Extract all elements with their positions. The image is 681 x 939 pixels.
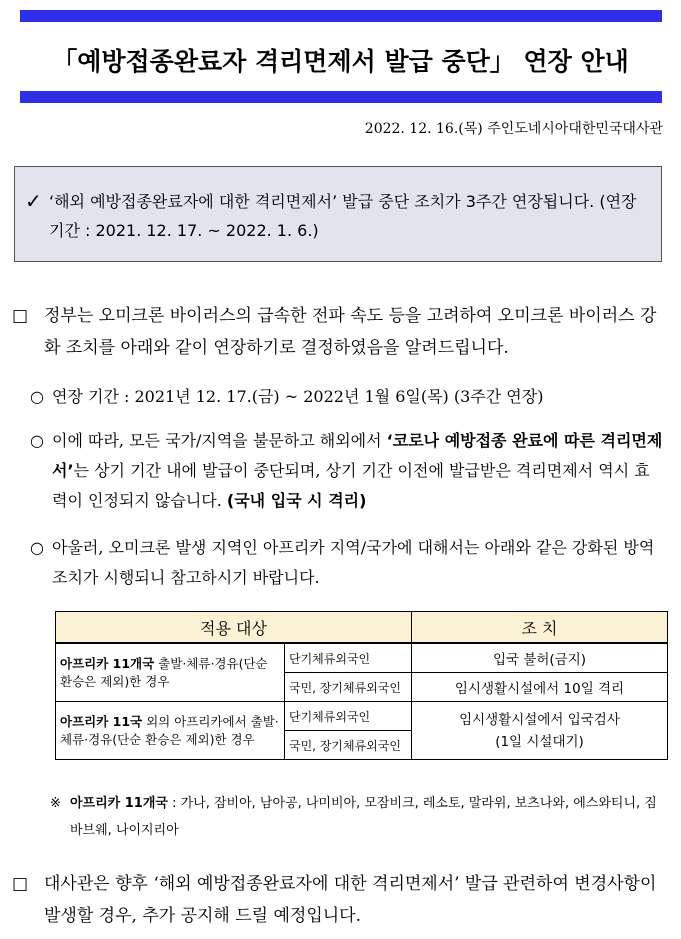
paragraph-closing: [12, 868, 669, 932]
paragraph-closing-text: 대사관은 향후 ‘해외 예방접종완료자에 대한 격리면제서’ 발급 관련하여 변경사항이 발생할 경우, 추가 공지해 드릴 예정입니다.: [44, 874, 657, 926]
measure-line: 임시생활시설에서 입국검사: [459, 711, 620, 728]
bullet-africa-measures: [30, 533, 665, 593]
top-rule: [20, 10, 662, 22]
paragraph-intro-text: 정부는 오미크론 바이러스의 급속한 전파 속도 등을 고려하여 오미크론 바이러스 강화 조치를 아래와 같이 연장하기로 결정하였음을 알려드립니다.: [44, 306, 657, 358]
bullet-text: 연장 기간 : 2021년 12. 17.(금) ~ 2022년 1월 6일(목) (3주간 연장): [52, 387, 544, 406]
paragraph-intro: [12, 300, 669, 364]
type-cell: 단기체류외국인: [285, 702, 412, 731]
type-cell: 단기체류외국인: [285, 643, 412, 673]
type-cell: 국민, 장기체류외국인: [285, 731, 412, 760]
bullet-bold-note: (국내 입국 시 격리): [226, 491, 367, 510]
bullet-extension-period: [30, 382, 665, 412]
notice-box: [14, 166, 662, 262]
footnote-bold: 아프리카 11개국: [70, 796, 168, 811]
reference-mark-icon: ※: [50, 796, 61, 811]
header-measure: 조 치: [412, 612, 668, 644]
measure-cell: 입국 불허(금지): [412, 643, 668, 673]
page-title: 「예방접종완료자 격리면제서 발급 중단」 연장 안내: [52, 47, 629, 76]
bullet-text: [52, 426, 665, 516]
dateline: 2022. 12. 16.(목) 주인도네시아대한민국대사관: [364, 121, 663, 137]
table-row: [56, 702, 668, 731]
target-cell: [56, 643, 285, 702]
bullet-text-part: 는 상기 기간 내에 발급이 중단되며, 상기 기간 이전에 발급받은 격리면제서 역시 효력이 인정되지 않습니다.: [52, 461, 650, 510]
measures-table: [55, 611, 668, 760]
circle-bullet-icon: ○: [30, 538, 44, 557]
bullet-text: 아울러, 오미크론 발생 지역인 아프리카 지역/국가에 대해서는 아래와 같은 강화된 방역조치가 시행되니 참고하시기 바랍니다.: [52, 538, 655, 587]
bullet-suspension: [30, 426, 665, 516]
table-row: [56, 643, 668, 673]
title-underline-rule: [20, 91, 662, 103]
bullet-text-part: 이에 따라, 모든 국가/지역을 불문하고 해외에서: [52, 431, 387, 450]
circle-bullet-icon: ○: [30, 431, 44, 450]
notice-text: ‘해외 예방접종완료자에 대한 격리면제서’ 발급 중단 조치가 3주간 연장됩니다. (연장 기간 : 2021. 12. 17. ~ 2022. 1. 6.): [49, 192, 637, 240]
measure-cell: [412, 702, 668, 760]
target-text: 외의 아프리카에서 출발·체류·경유(단순 환승은 제외)한 경우: [60, 713, 279, 747]
target-text: 출발·체류·경유(단순 환승은 제외)한 경우: [60, 655, 268, 689]
bullet-bold-phrase: ‘코로나 예방접종 완료에 따른 격리면제서’: [52, 431, 663, 480]
footnote: [50, 790, 665, 844]
square-bullet-icon: □: [12, 306, 29, 326]
footnote-list: : 가나, 잠비아, 남아공, 나미비아, 모잠비크, 레소토, 말라위, 보츠나와, 에스와티니, 짐바브웨, 나이지리아: [70, 796, 657, 838]
measure-line: (1일 시설대기): [495, 733, 584, 750]
measure-cell: 임시생활시설에서 10일 격리: [412, 673, 668, 702]
table-header-row: [56, 612, 668, 644]
type-cell: 국민, 장기체류외국인: [285, 673, 412, 702]
target-cell: [56, 702, 285, 760]
target-bold: 아프리카 11국: [60, 713, 143, 729]
footnote-text: [70, 790, 665, 844]
square-bullet-icon: □: [12, 874, 29, 894]
circle-bullet-icon: ○: [30, 387, 44, 406]
checkmark-icon: ✓: [25, 189, 42, 213]
target-bold: 아프리카 11개국: [60, 655, 155, 671]
header-target: 적용 대상: [56, 612, 412, 644]
